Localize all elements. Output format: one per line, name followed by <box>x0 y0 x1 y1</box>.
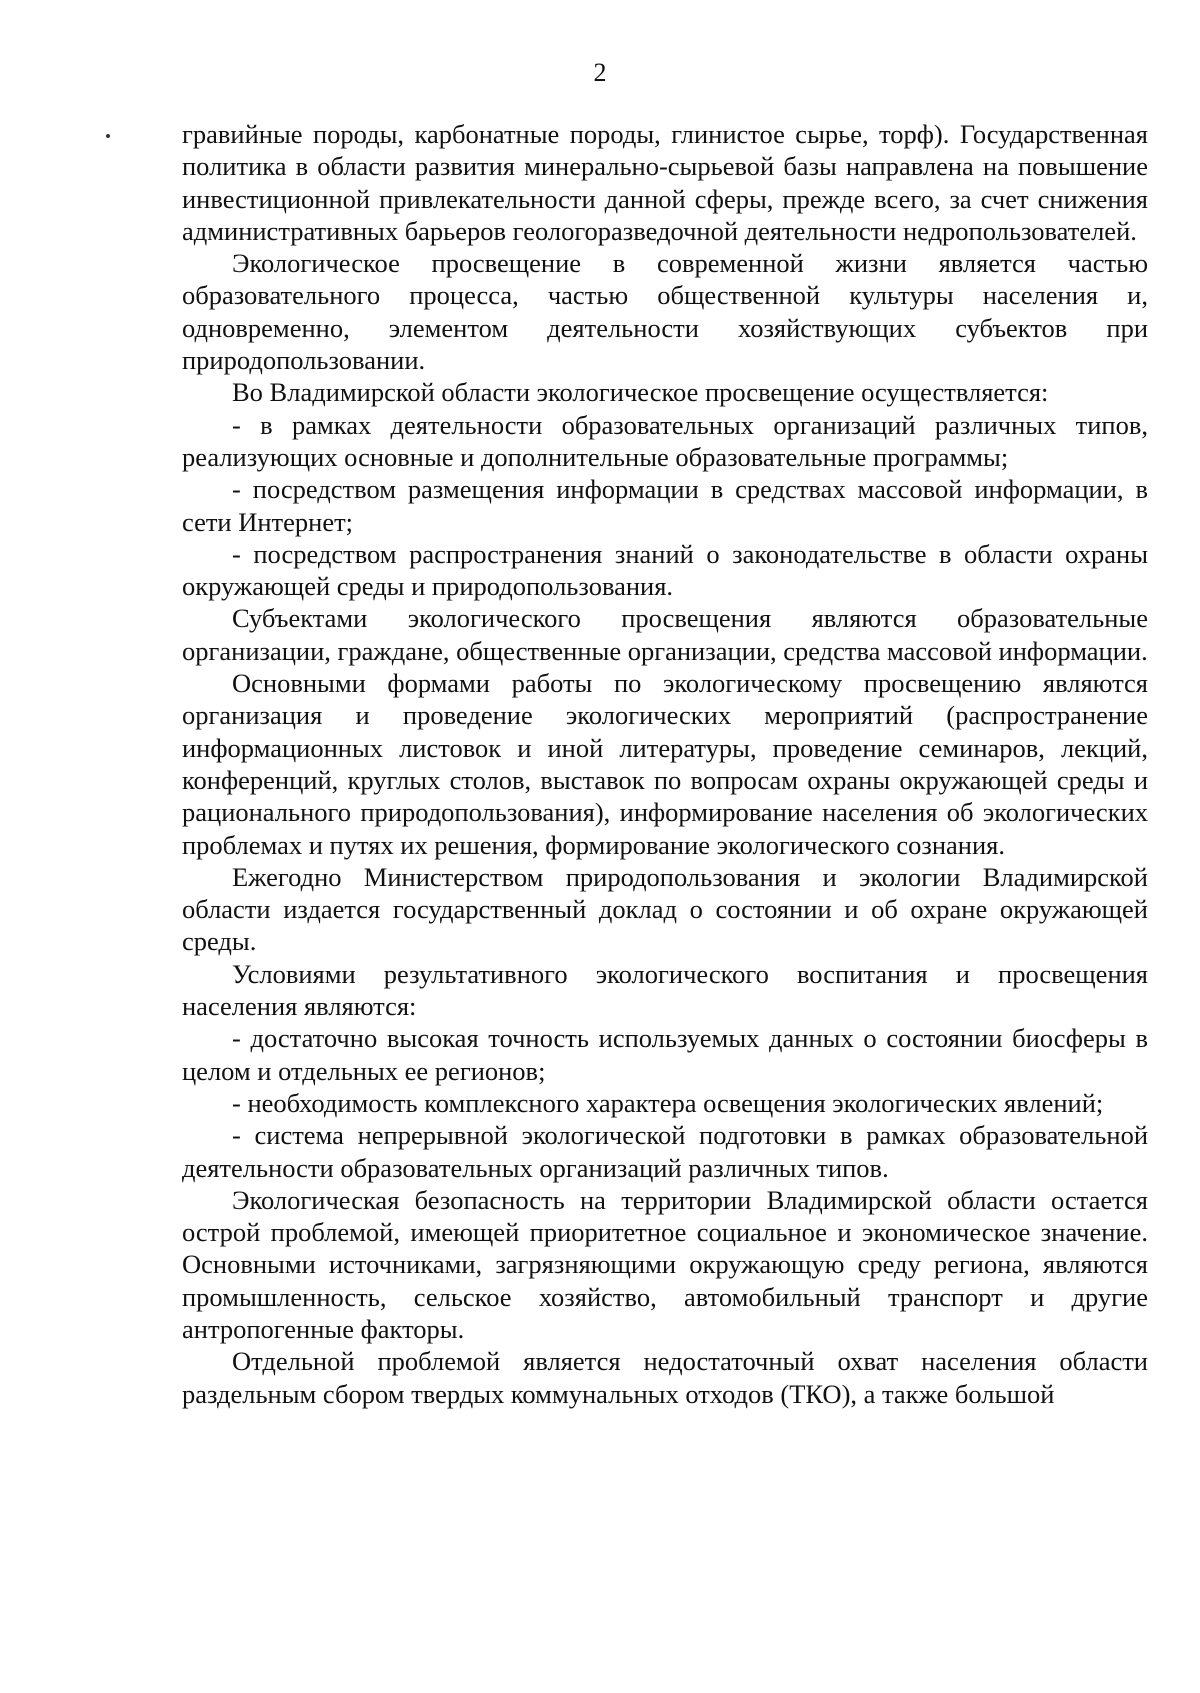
paragraph: Во Владимирской области экологическое просвещение осуществляется: <box>232 377 1049 408</box>
page-number: 2 <box>593 58 607 87</box>
list-item: - достаточно высокая точность используемых данных о состоянии биосферы в целом и отдельных ее регионов; <box>182 1023 1148 1086</box>
scan-artifact-dot <box>106 134 110 138</box>
paragraph: Экологическая безопасность на территории Владимирской области остается острой проблемой, имеющей приоритетное социальное и экономическое значение. Основными источниками, загрязняющими окружающую среду региона, являются промышленность, сельское хозяйство, автомобильный транспорт и другие антропогенные факторы. <box>182 1184 1148 1344</box>
paragraph: Ежегодно Министерством природопользования и экологии Владимирской области издается государственный доклад о состоянии и об охране окружающей среды. <box>182 861 1148 957</box>
paragraph: Условиями результативного экологического воспитания и просвещения населения являются: <box>182 958 1148 1022</box>
paragraph-continuation: гравийные породы, карбонатные породы, глинистое сырье, торф). Государственная политика в области развития минерально-сырьевой базы направлена на повышение инвестиционной привлекательности данной сферы, прежде всего, за счет снижения административных барьеров геологоразведочной деятельности недропользователей. <box>182 119 1148 246</box>
list-item: - система непрерывной экологической подготовки в рамках образовательной деятельности образовательных организаций различных типов. <box>182 1120 1148 1183</box>
list-item: - посредством размещения информации в средствах массовой информации, в сети Интернет; <box>182 474 1148 537</box>
list-item: - необходимость комплексного характера освещения экологических явлений; <box>232 1087 1104 1118</box>
paragraph: Экологическое просвещение в современной жизни является частью образовательного процесса, частью общественной культуры населения и, одновременно, элементом деятельности хозяйствующих субъектов при природопользовании. <box>182 248 1148 376</box>
paragraph: Основными формами работы по экологическому просвещению являются организация и проведение экологических мероприятий (распространение информационных листовок и иной литературы, проведение семинаров, лекций, конференций, круглых столов, выставок по вопросам охраны окружающей среды и рационального природопользования), информирование населения об экологических проблемах и путях их решения, формирование экологического сознания. <box>182 668 1148 860</box>
list-item: - посредством распространения знаний о законодательстве в области охраны окружающей среды и природопользования. <box>182 538 1148 602</box>
paragraph: Отдельной проблемой является недостаточный охват населения области раздельным сбором твердых коммунальных отходов (ТКО), а также большой <box>182 1346 1148 1409</box>
list-item: - в рамках деятельности образовательных организаций различных типов, реализующих основные и дополнительные образовательные программы; <box>182 409 1148 472</box>
document-body <box>182 118 1148 1410</box>
paragraph: Субъектами экологического просвещения являются образовательные организации, граждане, общественные организации, средства массовой информации. <box>182 603 1148 666</box>
